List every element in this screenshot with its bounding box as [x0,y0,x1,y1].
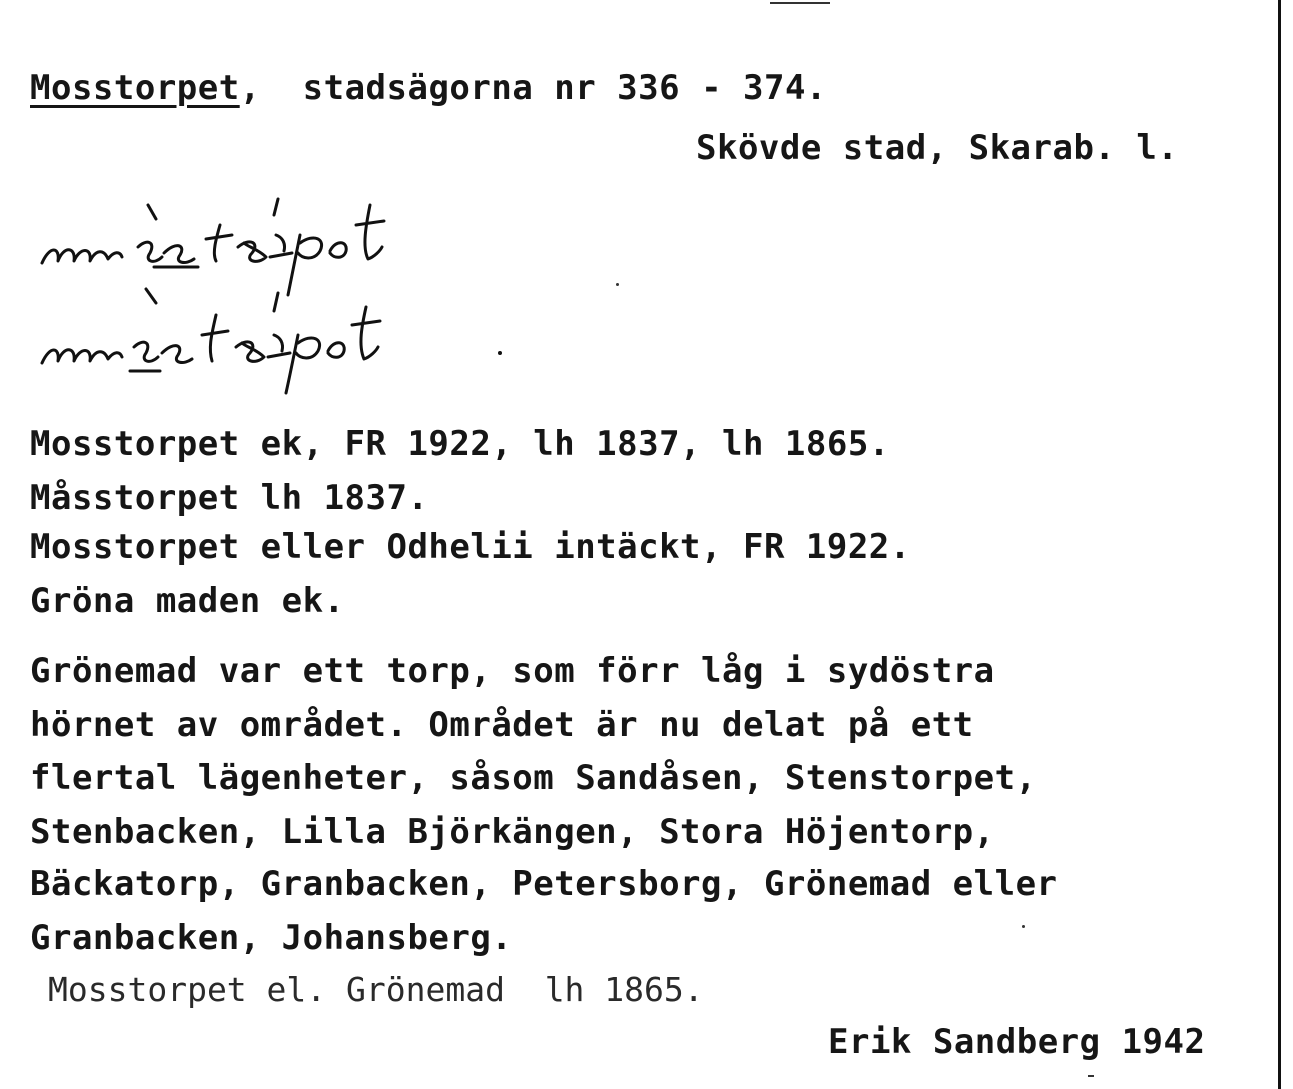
scan-speck [1022,925,1025,928]
description-line: hörnet av området. Området är nu delat på ett [30,705,974,745]
record-line: Måsstorpet lh 1837. [30,478,429,518]
description-line: Grönemad var ett torp, som förr låg i sydöstra [30,651,995,691]
description-line: flertal lägenheter, såsom Sandåsen, Stenstorpet, [30,758,1037,798]
scan-speck [770,2,830,4]
description-line: Stenbacken, Lilla Björkängen, Stora Höjentorp, [30,812,995,852]
scan-speck [1088,1075,1094,1077]
card-edge [1278,0,1281,1089]
parish-line: Skövde stad, Skarab. l. [696,128,1179,168]
plot-numbers: stadsägorna nr 336 - 374. [302,68,827,108]
header-line [30,68,827,108]
scan-speck [616,283,619,286]
record-line: Mosstorpet eller Odhelii intäckt, FR 1922. [30,527,911,567]
handwritten-pronunciation [30,195,550,405]
addendum-line: Mosstorpet el. Grönemad lh 1865. [48,970,704,1009]
description-line: Granbacken, Johansberg. [30,918,513,958]
signature: Erik Sandberg 1942 [828,1022,1206,1062]
place-name: Mosstorpet [30,68,240,108]
record-line: Gröna maden ek. [30,581,345,621]
place-name-comma: , [239,68,261,108]
record-line: Mosstorpet ek, FR 1922, lh 1837, lh 1865. [30,424,890,464]
description-line: Bäckatorp, Granbacken, Petersborg, Grönemad eller [30,864,1058,904]
